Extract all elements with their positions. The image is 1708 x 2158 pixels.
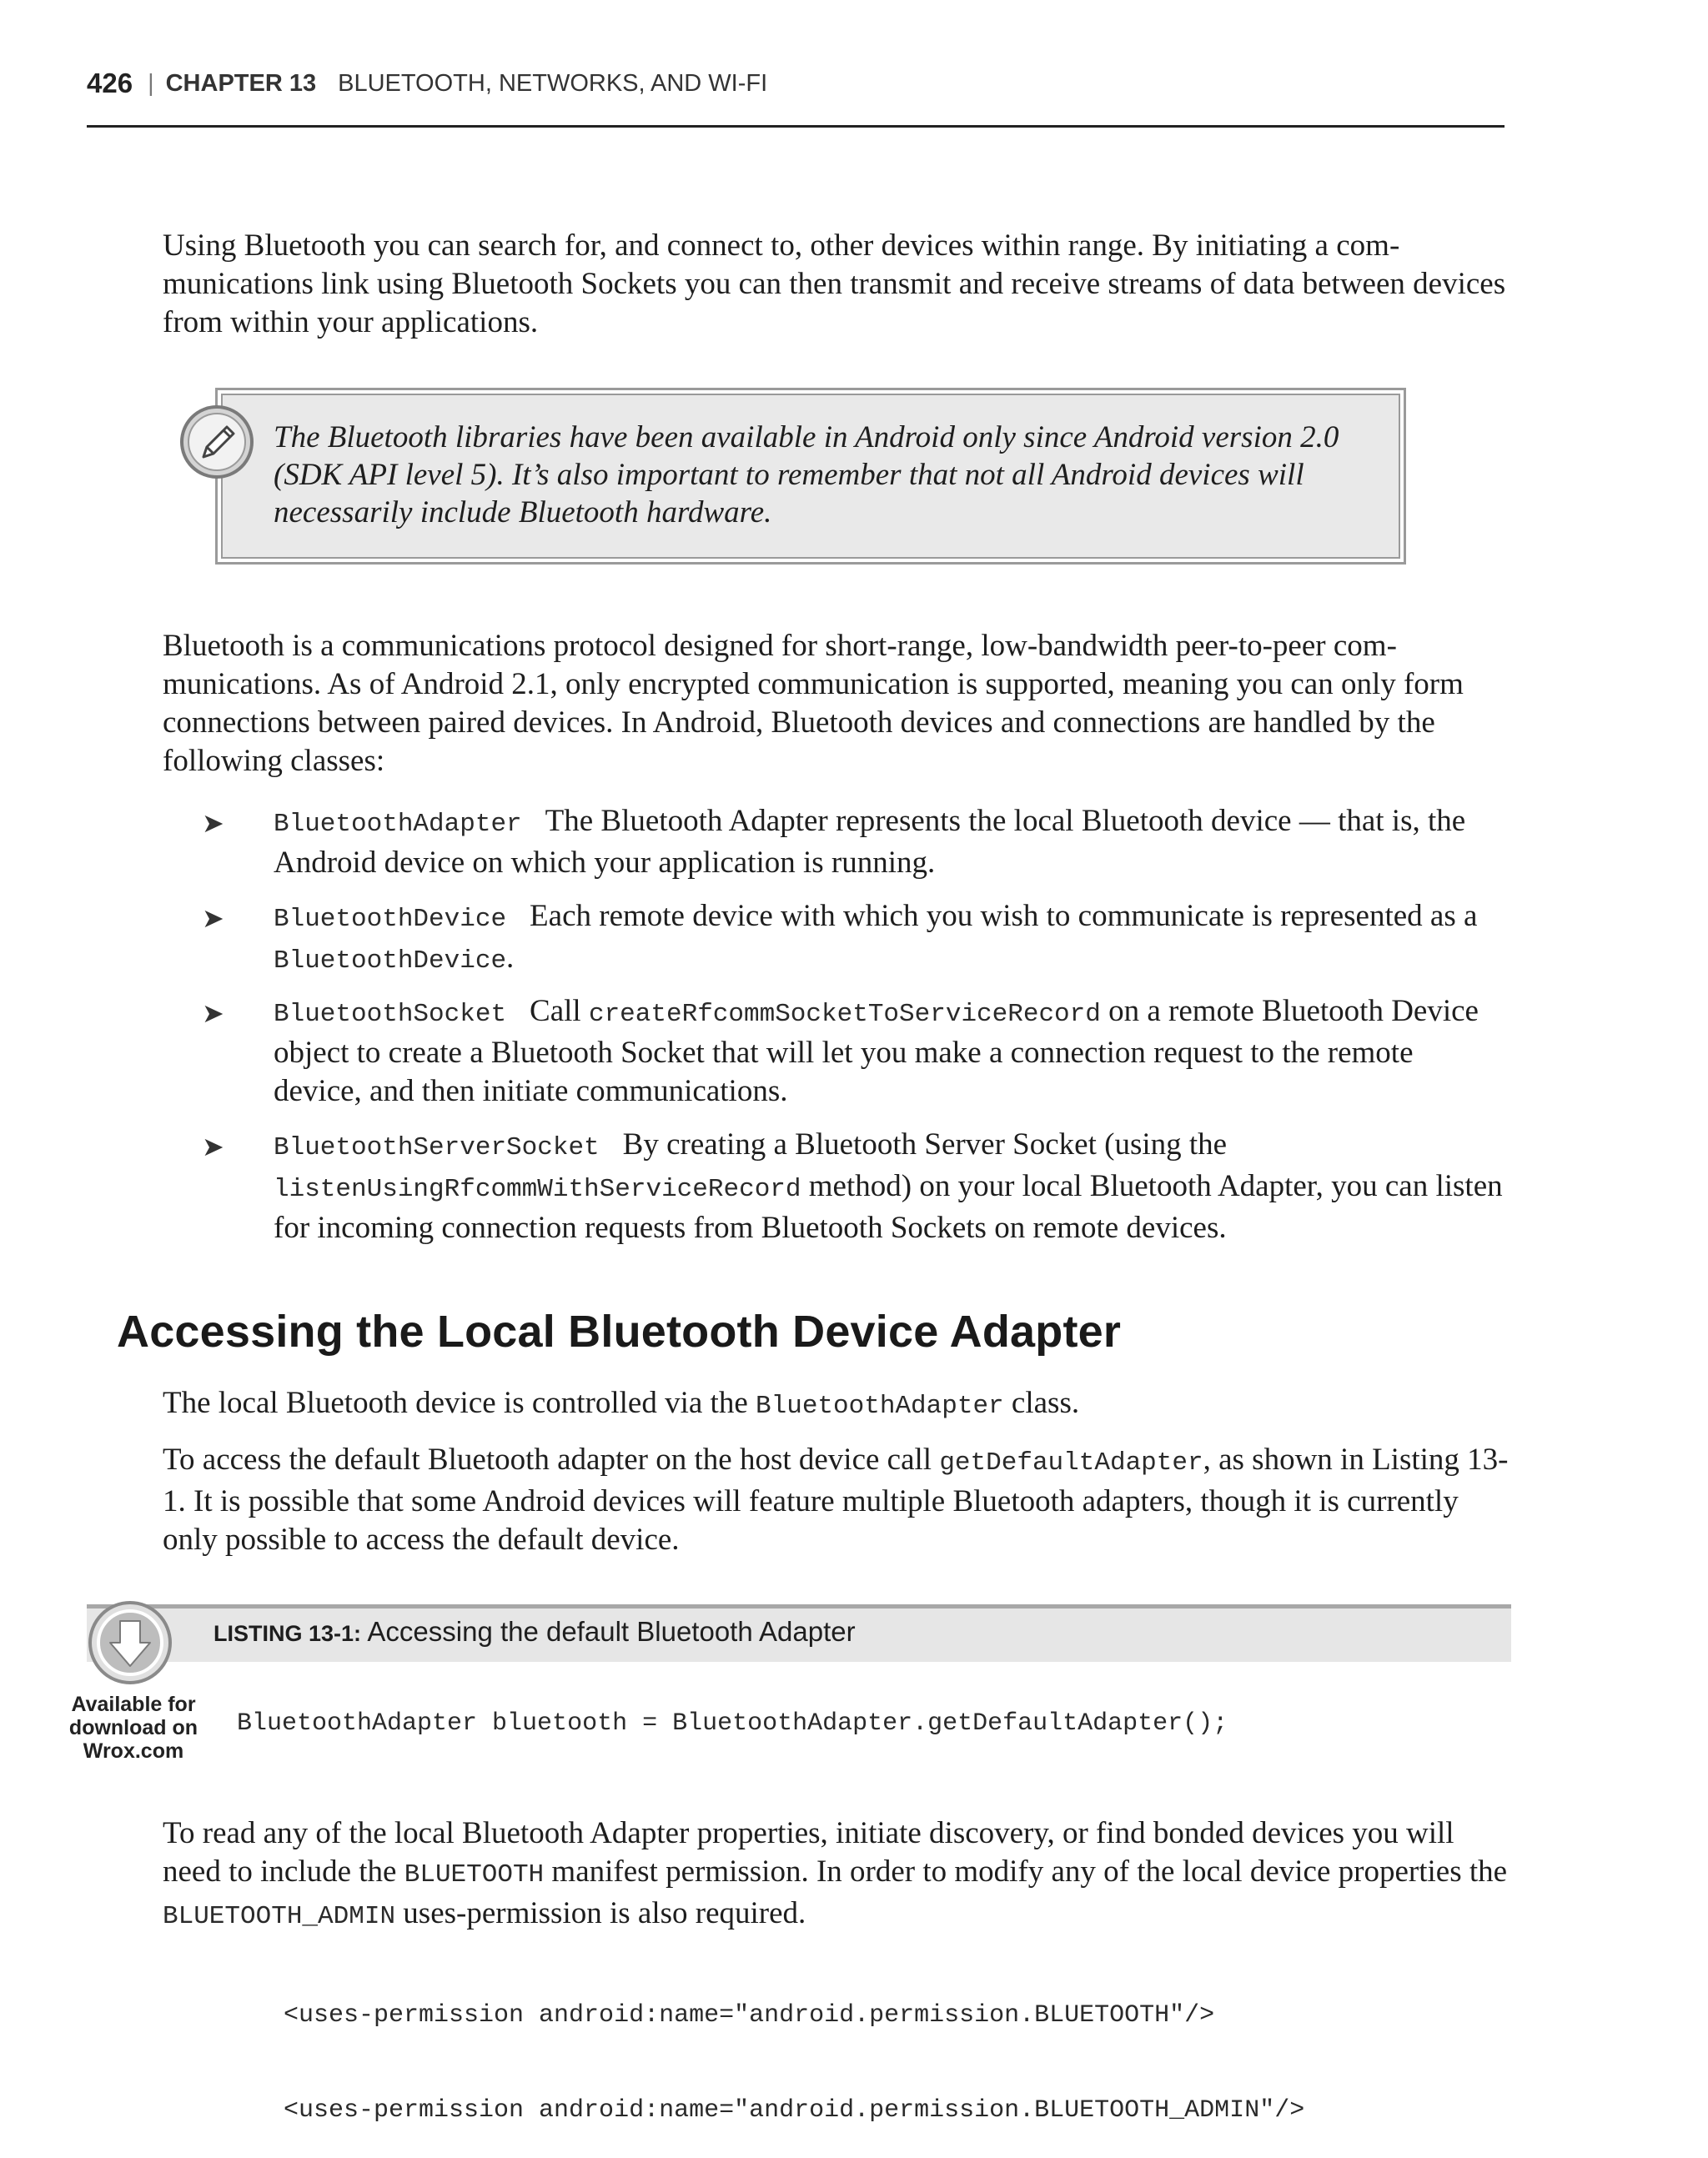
inline-code: getDefaultAdapter <box>939 1448 1203 1478</box>
download-arrow-icon[interactable] <box>87 1599 173 1686</box>
text: To read any of the local Bluetooth Adapter properties, initiate discovery, or find bonded devices you will need to include the <box>163 1816 1454 1889</box>
chapter-label: CHAPTER 13 <box>165 69 317 97</box>
list-item-bluetooth-server-socket <box>274 1126 1508 1247</box>
bullet-arrow-icon: ➤ <box>202 808 224 838</box>
list-item-bluetooth-adapter <box>274 802 1508 882</box>
class-term: BluetoothServerSocket <box>274 1133 600 1162</box>
text: manifest permission. In order to modify any of the local device properties the <box>544 1854 1508 1889</box>
inline-code: BLUETOOTH_ADMIN <box>163 1902 396 1931</box>
inline-code: listenUsingRfcommWithServiceRecord <box>274 1175 801 1204</box>
class-description: Each remote device with which you wish to communicate is represented as a <box>530 899 1478 933</box>
section-paragraph-2 <box>163 1441 1514 1559</box>
download-caption-line: Wrox.com <box>83 1739 184 1763</box>
text: , as shown in Listing 13-1. It is possible that some Android devices will feature multiple Bluetooth adapters, though it is currently only possible to access the default device. <box>163 1443 1509 1557</box>
class-description: The Bluetooth Adapter represents the local Bluetooth device — that is, the Android device on which your application is running. <box>274 804 1466 880</box>
class-term: BluetoothSocket <box>274 1000 507 1029</box>
manifest-code-line: <uses-permission android:name="android.permission.BLUETOOTH_ADMIN"/> <box>284 2096 1305 2125</box>
class-description: By creating a Bluetooth Server Socket (using the <box>622 1127 1228 1162</box>
class-description-end: on a remote Bluetooth Device object to create a Bluetooth Socket that will let you make a connection request to the remote device, and then initiate communications. <box>274 994 1479 1108</box>
class-description-end: method) on your local Bluetooth Adapter, you can listen for incoming connection requests from Bluetooth Sockets on remote devices. <box>274 1169 1503 1245</box>
text: class. <box>1003 1386 1080 1420</box>
manifest-code-block <box>284 1936 1304 2158</box>
class-term: BluetoothAdapter <box>274 810 522 839</box>
listing-title <box>214 1616 856 1648</box>
class-term: BluetoothDevice <box>274 905 507 934</box>
inline-code: createRfcommSocketToServiceRecord <box>588 1000 1101 1029</box>
section-paragraph-1 <box>163 1384 1514 1426</box>
listing-name: Accessing the default Bluetooth Adapter <box>367 1616 856 1647</box>
bullet-arrow-icon: ➤ <box>202 998 224 1028</box>
header-rule <box>87 125 1505 128</box>
permissions-paragraph <box>163 1814 1514 1936</box>
text: To access the default Bluetooth adapter on the host device call <box>163 1443 940 1477</box>
protocol-paragraph: Bluetooth is a communications protocol designed for short-range, low-bandwidth peer-to-peer communications. As of Android 2.1, only encrypted communication is supported, meaning you can only form connections between paired devices. In Android, Bluetooth devices and connections are handled by the following classes: <box>163 629 1464 778</box>
class-description: Call <box>530 994 589 1028</box>
chapter-title: BLUETOOTH, NETWORKS, AND WI-FI <box>338 69 768 97</box>
text: uses-permission is also required. <box>395 1896 806 1930</box>
inline-code: BluetoothAdapter <box>756 1392 1004 1421</box>
text: The local Bluetooth device is controlled via the <box>163 1386 756 1420</box>
manifest-code-line: <uses-permission android:name="android.permission.BLUETOOTH"/> <box>284 2001 1215 2030</box>
download-caption[interactable] <box>67 1693 200 1763</box>
list-item-bluetooth-device <box>274 897 1508 981</box>
header-separator: | <box>148 69 154 97</box>
section-heading: Accessing the Local Bluetooth Device Adapter <box>117 1307 1122 1357</box>
bullet-arrow-icon: ➤ <box>202 1132 224 1162</box>
listing-label: LISTING 13-1: <box>214 1621 362 1646</box>
listing-code: BluetoothAdapter bluetooth = BluetoothAdapter.getDefaultAdapter(); <box>237 1709 1228 1738</box>
intro-paragraph: Using Bluetooth you can search for, and connect to, other devices within range. By initiating a communications link using Bluetooth Sockets you can then transmit and receive streams of data between devices from within your applications. <box>163 228 1506 339</box>
running-head <box>87 67 767 100</box>
note-text: The Bluetooth libraries have been available in Android only since Android version 2.0 (SDK API level 5). It’s also important to remember that not all Android devices will necessarily include Bluetooth hardware. <box>274 420 1339 529</box>
inline-code: BluetoothDevice <box>274 946 507 976</box>
list-item-bluetooth-socket <box>274 992 1508 1111</box>
inline-code: BLUETOOTH <box>404 1860 545 1890</box>
pencil-icon <box>178 404 255 480</box>
class-description-end: . <box>506 941 515 975</box>
bullet-arrow-icon: ➤ <box>202 903 224 933</box>
download-caption-line: download on <box>68 1716 198 1739</box>
download-caption-line: Available for <box>71 1693 196 1716</box>
page-number: 426 <box>87 68 133 98</box>
